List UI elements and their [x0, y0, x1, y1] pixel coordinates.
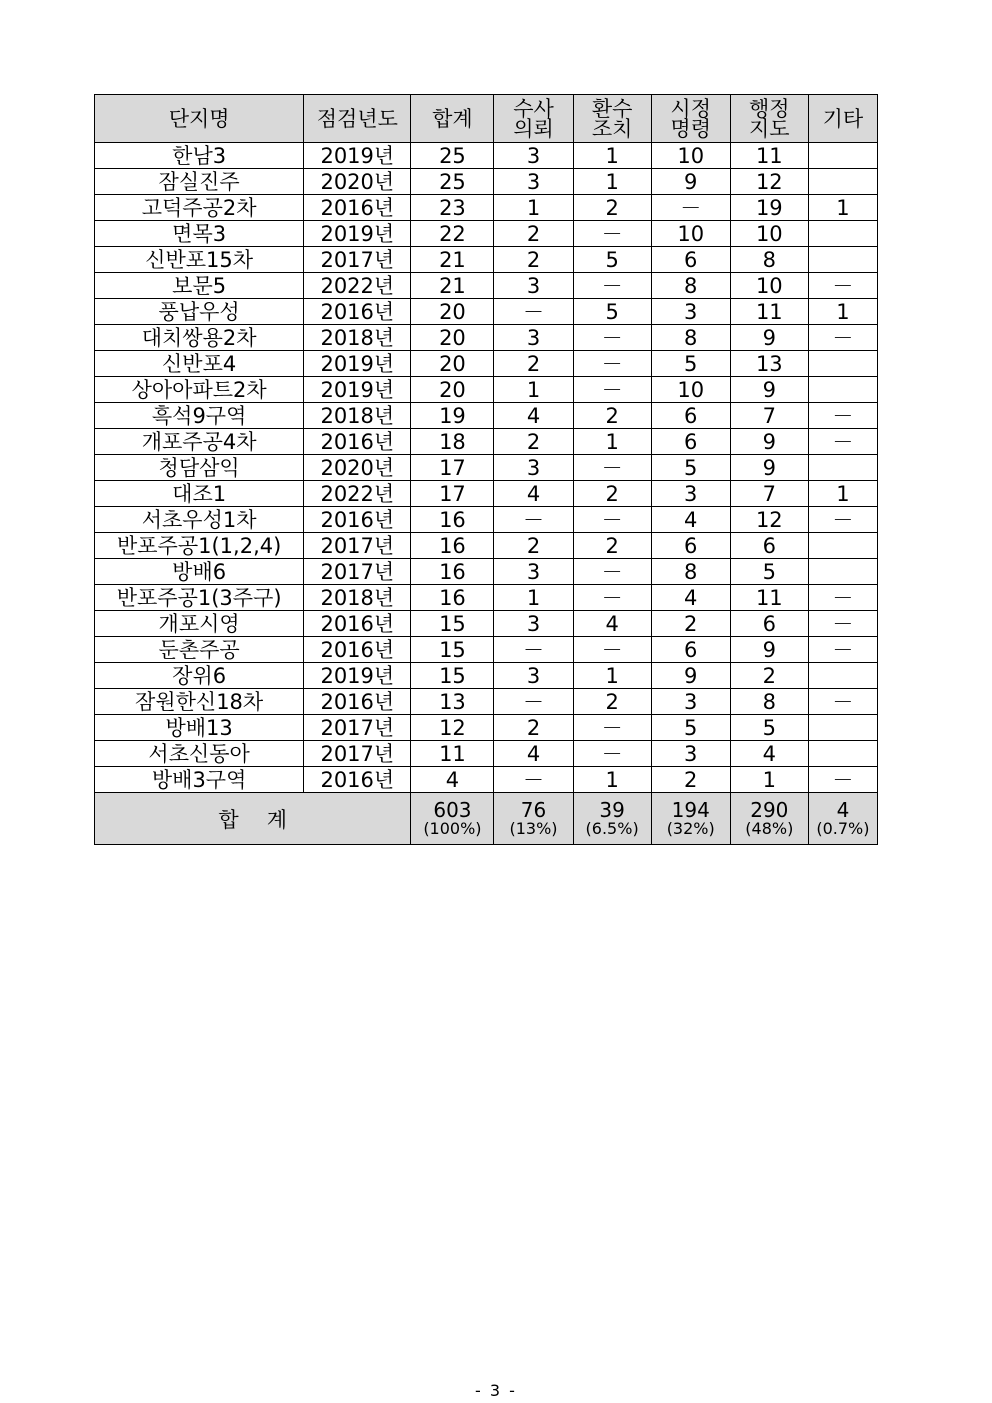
cell-total: 17: [411, 455, 494, 481]
cell-correction-order: 9: [651, 663, 730, 689]
cell-complex-name: 개포시영: [95, 611, 304, 637]
cell-other: [808, 377, 877, 403]
cell-administrative-guidance: 10: [730, 273, 808, 299]
table-row: [95, 533, 878, 559]
table-row: [95, 663, 878, 689]
cell-other: 1: [808, 195, 877, 221]
total-admin-percent: (48%): [745, 818, 794, 838]
total-admin-value: 290: [750, 797, 789, 822]
total-label-cell: [95, 793, 411, 845]
cell-inspection-year: 2016년: [304, 429, 411, 455]
cell-refund-measure: 1: [573, 143, 651, 169]
cell-total: 22: [411, 221, 494, 247]
cell-refund-measure: －: [573, 741, 651, 767]
table-row: [95, 221, 878, 247]
cell-other: －: [808, 689, 877, 715]
cell-total: 16: [411, 507, 494, 533]
cell-investigation-request: 2: [494, 247, 573, 273]
cell-total: 21: [411, 273, 494, 299]
cell-administrative-guidance: 12: [730, 507, 808, 533]
cell-correction-order: 2: [651, 611, 730, 637]
cell-inspection-year: 2017년: [304, 559, 411, 585]
cell-correction-order: 6: [651, 247, 730, 273]
cell-correction-order: 3: [651, 481, 730, 507]
cell-administrative-guidance: 5: [730, 715, 808, 741]
cell-refund-measure: －: [573, 507, 651, 533]
cell-investigation-request: 3: [494, 169, 573, 195]
cell-other: [808, 221, 877, 247]
cell-total: 25: [411, 143, 494, 169]
cell-investigation-request: 4: [494, 403, 573, 429]
cell-refund-measure: 2: [573, 481, 651, 507]
cell-inspection-year: 2016년: [304, 195, 411, 221]
cell-refund-measure: 2: [573, 195, 651, 221]
cell-inspection-year: 2019년: [304, 377, 411, 403]
cell-investigation-request: 4: [494, 481, 573, 507]
cell-investigation-request: 3: [494, 273, 573, 299]
cell-total: 16: [411, 533, 494, 559]
cell-other: －: [808, 637, 877, 663]
cell-administrative-guidance: 9: [730, 325, 808, 351]
cell-total: 15: [411, 611, 494, 637]
cell-correction-order: 5: [651, 715, 730, 741]
cell-other: 1: [808, 299, 877, 325]
cell-total: 16: [411, 585, 494, 611]
cell-inspection-year: 2017년: [304, 741, 411, 767]
cell-complex-name: 잠원한신18차: [95, 689, 304, 715]
header-row: [95, 95, 878, 143]
cell-correction-order: 10: [651, 221, 730, 247]
cell-investigation-request: 3: [494, 325, 573, 351]
cell-complex-name: 풍납우성: [95, 299, 304, 325]
cell-administrative-guidance: 8: [730, 689, 808, 715]
cell-total: 20: [411, 351, 494, 377]
cell-total: 19: [411, 403, 494, 429]
cell-administrative-guidance: 1: [730, 767, 808, 793]
cell-investigation-request: 1: [494, 377, 573, 403]
cell-other: [808, 533, 877, 559]
cell-total: 20: [411, 299, 494, 325]
cell-administrative-guidance: 11: [730, 143, 808, 169]
cell-administrative-guidance: 12: [730, 169, 808, 195]
cell-other: [808, 169, 877, 195]
cell-complex-name: 잠실진주: [95, 169, 304, 195]
cell-other: －: [808, 403, 877, 429]
cell-complex-name: 한남3: [95, 143, 304, 169]
cell-investigation-request: －: [494, 767, 573, 793]
cell-inspection-year: 2018년: [304, 585, 411, 611]
cell-refund-measure: －: [573, 559, 651, 585]
cell-correction-order: 3: [651, 299, 730, 325]
cell-investigation-request: 2: [494, 715, 573, 741]
cell-refund-measure: 1: [573, 767, 651, 793]
cell-refund-measure: 5: [573, 247, 651, 273]
cell-refund-measure: －: [573, 585, 651, 611]
cell-refund-measure: －: [573, 273, 651, 299]
cell-total: 15: [411, 663, 494, 689]
cell-correction-order: 10: [651, 143, 730, 169]
cell-other: －: [808, 767, 877, 793]
cell-inspection-year: 2017년: [304, 247, 411, 273]
cell-correction-order: 3: [651, 741, 730, 767]
cell-refund-measure: －: [573, 715, 651, 741]
cell-administrative-guidance: 13: [730, 351, 808, 377]
cell-correction-order: 5: [651, 351, 730, 377]
total-label: 합계: [218, 807, 315, 832]
cell-complex-name: 대치쌍용2차: [95, 325, 304, 351]
cell-administrative-guidance: 10: [730, 221, 808, 247]
cell-correction-order: 6: [651, 533, 730, 559]
cell-total: 20: [411, 377, 494, 403]
table-row: [95, 273, 878, 299]
cell-investigation-request: －: [494, 299, 573, 325]
cell-administrative-guidance: 11: [730, 585, 808, 611]
cell-refund-measure: 1: [573, 169, 651, 195]
cell-other: [808, 247, 877, 273]
cell-administrative-guidance: 8: [730, 247, 808, 273]
table-row: [95, 143, 878, 169]
cell-investigation-request: 3: [494, 663, 573, 689]
cell-total: 15: [411, 637, 494, 663]
cell-total: 11: [411, 741, 494, 767]
table-row: [95, 325, 878, 351]
cell-investigation-request: 3: [494, 455, 573, 481]
cell-correction-order: 8: [651, 325, 730, 351]
table-row: [95, 299, 878, 325]
cell-refund-measure: 2: [573, 403, 651, 429]
table-row: [95, 169, 878, 195]
header-administrative-guidance: 행정 지도: [730, 95, 808, 143]
cell-administrative-guidance: 9: [730, 455, 808, 481]
table-row: [95, 481, 878, 507]
cell-total: 18: [411, 429, 494, 455]
cell-other: [808, 741, 877, 767]
page-number: - 3 -: [475, 1381, 517, 1400]
cell-inspection-year: 2018년: [304, 325, 411, 351]
total-other-percent: (0.7%): [816, 818, 870, 838]
cell-administrative-guidance: 4: [730, 741, 808, 767]
table-row: [95, 351, 878, 377]
cell-complex-name: 신반포4: [95, 351, 304, 377]
cell-complex-name: 면목3: [95, 221, 304, 247]
cell-administrative-guidance: 7: [730, 403, 808, 429]
cell-other: －: [808, 585, 877, 611]
cell-complex-name: 개포주공4차: [95, 429, 304, 455]
cell-complex-name: 상아아파트2차: [95, 377, 304, 403]
total-correction-cell: [651, 793, 730, 845]
table-row: [95, 195, 878, 221]
total-sum-cell: [411, 793, 494, 845]
table-row: [95, 767, 878, 793]
cell-administrative-guidance: 6: [730, 611, 808, 637]
cell-refund-measure: 2: [573, 533, 651, 559]
cell-correction-order: 8: [651, 273, 730, 299]
total-row: [95, 793, 878, 845]
cell-inspection-year: 2022년: [304, 481, 411, 507]
cell-correction-order: 9: [651, 169, 730, 195]
cell-investigation-request: －: [494, 507, 573, 533]
cell-other: [808, 663, 877, 689]
table-row: [95, 429, 878, 455]
cell-investigation-request: －: [494, 637, 573, 663]
total-sum-percent: (100%): [423, 818, 482, 838]
total-sum-value: 603: [433, 797, 472, 822]
cell-inspection-year: 2020년: [304, 169, 411, 195]
total-correction-percent: (32%): [666, 818, 715, 838]
cell-other: －: [808, 325, 877, 351]
cell-other: －: [808, 507, 877, 533]
cell-refund-measure: －: [573, 221, 651, 247]
cell-correction-order: 4: [651, 585, 730, 611]
cell-other: [808, 559, 877, 585]
table-body: [95, 143, 878, 793]
header-investigation-request: 수사 의뢰: [494, 95, 573, 143]
cell-inspection-year: 2020년: [304, 455, 411, 481]
inspection-results-table: [94, 94, 878, 845]
table-row: [95, 611, 878, 637]
cell-investigation-request: 3: [494, 611, 573, 637]
cell-correction-order: 10: [651, 377, 730, 403]
total-investigation-cell: [494, 793, 573, 845]
cell-administrative-guidance: 6: [730, 533, 808, 559]
cell-investigation-request: 2: [494, 533, 573, 559]
cell-complex-name: 둔촌주공: [95, 637, 304, 663]
cell-complex-name: 반포주공1(3주구): [95, 585, 304, 611]
cell-administrative-guidance: 9: [730, 377, 808, 403]
total-investigation-value: 76: [520, 797, 547, 822]
header-inspection-year: 점검년도: [304, 95, 411, 143]
cell-inspection-year: 2017년: [304, 715, 411, 741]
header-refund-measure: 환수 조치: [573, 95, 651, 143]
total-other-value: 4: [836, 797, 850, 822]
total-correction-value: 194: [671, 797, 710, 822]
table-row: [95, 637, 878, 663]
cell-inspection-year: 2018년: [304, 403, 411, 429]
cell-investigation-request: 3: [494, 559, 573, 585]
cell-inspection-year: 2016년: [304, 637, 411, 663]
cell-refund-measure: 4: [573, 611, 651, 637]
cell-refund-measure: 5: [573, 299, 651, 325]
header-other: 기타: [808, 95, 877, 143]
table-row: [95, 377, 878, 403]
cell-complex-name: 방배13: [95, 715, 304, 741]
cell-inspection-year: 2017년: [304, 533, 411, 559]
cell-inspection-year: 2019년: [304, 221, 411, 247]
cell-total: 25: [411, 169, 494, 195]
cell-complex-name: 청담삼익: [95, 455, 304, 481]
cell-correction-order: 3: [651, 689, 730, 715]
cell-other: [808, 143, 877, 169]
cell-complex-name: 장위6: [95, 663, 304, 689]
table-row: [95, 455, 878, 481]
cell-correction-order: 4: [651, 507, 730, 533]
cell-refund-measure: －: [573, 637, 651, 663]
cell-total: 17: [411, 481, 494, 507]
cell-complex-name: 대조1: [95, 481, 304, 507]
total-admin-cell: [730, 793, 808, 845]
table-row: [95, 247, 878, 273]
cell-other: 1: [808, 481, 877, 507]
cell-correction-order: 5: [651, 455, 730, 481]
cell-administrative-guidance: 7: [730, 481, 808, 507]
total-refund-cell: [573, 793, 651, 845]
cell-total: 4: [411, 767, 494, 793]
cell-other: [808, 351, 877, 377]
cell-correction-order: 8: [651, 559, 730, 585]
cell-inspection-year: 2019년: [304, 663, 411, 689]
total-other-cell: [808, 793, 877, 845]
cell-refund-measure: －: [573, 325, 651, 351]
cell-other: －: [808, 611, 877, 637]
cell-investigation-request: 1: [494, 585, 573, 611]
cell-complex-name: 방배3구역: [95, 767, 304, 793]
cell-inspection-year: 2016년: [304, 507, 411, 533]
cell-administrative-guidance: 19: [730, 195, 808, 221]
cell-investigation-request: 2: [494, 351, 573, 377]
cell-total: 21: [411, 247, 494, 273]
total-refund-percent: (6.5%): [585, 818, 639, 838]
cell-refund-measure: 1: [573, 663, 651, 689]
table-row: [95, 507, 878, 533]
cell-complex-name: 방배6: [95, 559, 304, 585]
cell-investigation-request: 2: [494, 429, 573, 455]
cell-total: 20: [411, 325, 494, 351]
cell-other: [808, 455, 877, 481]
cell-inspection-year: 2016년: [304, 767, 411, 793]
cell-inspection-year: 2016년: [304, 689, 411, 715]
cell-total: 23: [411, 195, 494, 221]
cell-administrative-guidance: 9: [730, 429, 808, 455]
cell-correction-order: 6: [651, 637, 730, 663]
cell-total: 13: [411, 689, 494, 715]
cell-refund-measure: －: [573, 455, 651, 481]
table-row: [95, 403, 878, 429]
cell-investigation-request: 2: [494, 221, 573, 247]
cell-administrative-guidance: 2: [730, 663, 808, 689]
cell-refund-measure: －: [573, 351, 651, 377]
cell-inspection-year: 2016년: [304, 299, 411, 325]
cell-other: [808, 715, 877, 741]
cell-administrative-guidance: 11: [730, 299, 808, 325]
cell-correction-order: 2: [651, 767, 730, 793]
cell-refund-measure: －: [573, 377, 651, 403]
cell-refund-measure: 2: [573, 689, 651, 715]
cell-administrative-guidance: 5: [730, 559, 808, 585]
cell-total: 12: [411, 715, 494, 741]
cell-complex-name: 보문5: [95, 273, 304, 299]
table-row: [95, 559, 878, 585]
cell-correction-order: 6: [651, 403, 730, 429]
cell-complex-name: 반포주공1(1,2,4): [95, 533, 304, 559]
cell-inspection-year: 2019년: [304, 351, 411, 377]
cell-correction-order: －: [651, 195, 730, 221]
cell-other: －: [808, 273, 877, 299]
cell-administrative-guidance: 9: [730, 637, 808, 663]
cell-investigation-request: 4: [494, 741, 573, 767]
cell-investigation-request: 3: [494, 143, 573, 169]
total-investigation-percent: (13%): [509, 818, 558, 838]
cell-inspection-year: 2022년: [304, 273, 411, 299]
header-complex-name: 단지명: [95, 95, 304, 143]
cell-investigation-request: 1: [494, 195, 573, 221]
total-refund-value: 39: [599, 797, 625, 822]
cell-inspection-year: 2016년: [304, 611, 411, 637]
header-total: 합계: [411, 95, 494, 143]
table-row: [95, 585, 878, 611]
cell-refund-measure: 1: [573, 429, 651, 455]
cell-total: 16: [411, 559, 494, 585]
cell-complex-name: 신반포15차: [95, 247, 304, 273]
cell-inspection-year: 2019년: [304, 143, 411, 169]
table-row: [95, 741, 878, 767]
cell-correction-order: 6: [651, 429, 730, 455]
cell-complex-name: 서초신동아: [95, 741, 304, 767]
cell-other: －: [808, 429, 877, 455]
table-row: [95, 689, 878, 715]
cell-complex-name: 서초우성1차: [95, 507, 304, 533]
cell-complex-name: 흑석9구역: [95, 403, 304, 429]
cell-investigation-request: －: [494, 689, 573, 715]
cell-complex-name: 고덕주공2차: [95, 195, 304, 221]
header-correction-order: 시정 명령: [651, 95, 730, 143]
table-row: [95, 715, 878, 741]
